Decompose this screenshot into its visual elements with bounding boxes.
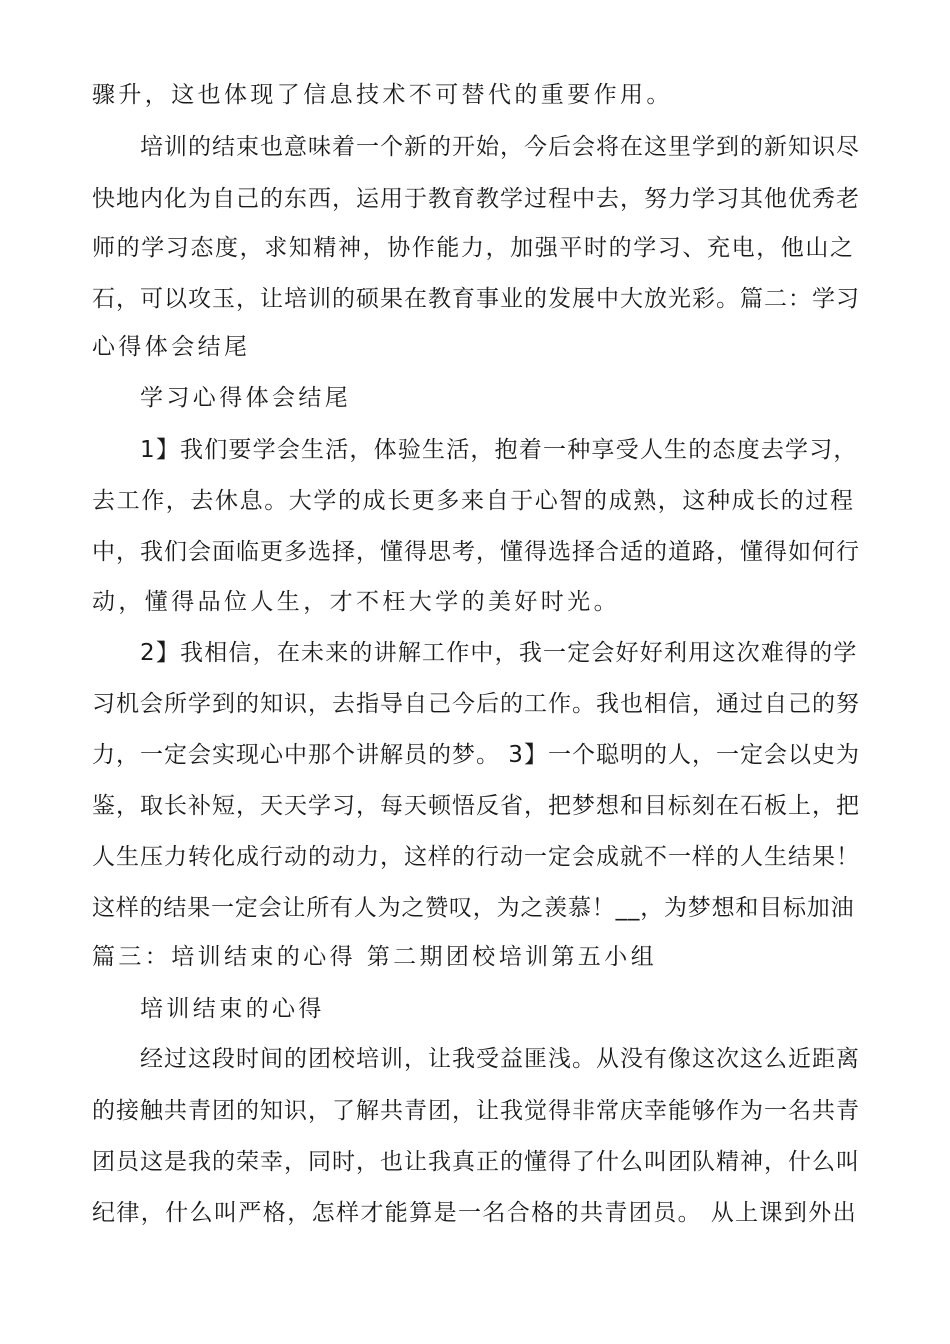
- text-line: 的接触共青团的知识，了解共青团，让我觉得非常庆幸能够作为一名共青: [92, 1098, 860, 1124]
- text-line: 培训的结束也意味着一个新的开始，今后会将在这里学到的新知识尽: [140, 134, 860, 160]
- section-heading: 培训结束的心得: [140, 996, 325, 1022]
- text-line: 石，可以攻玉，让培训的硕果在教育事业的发展中大放光彩。篇二：学习: [92, 286, 860, 312]
- section-heading: 学习心得体会结尾: [140, 385, 352, 411]
- text-line: 中，我们会面临更多选择，懂得思考，懂得选择合适的道路，懂得如何行: [92, 539, 860, 565]
- text-line: 鉴，取长补短，天天学习，每天顿悟反省，把梦想和目标刻在石板上，把: [92, 793, 860, 819]
- text-line: 力，一定会实现心中那个讲解员的梦。 3】一个聪明的人，一定会以史为: [92, 742, 860, 768]
- text-line: 经过这段时间的团校培训，让我受益匪浅。从没有像这次这么近距离: [140, 1046, 860, 1072]
- text-line: 习机会所学到的知识，去指导自己今后的工作。我也相信，通过自己的努: [92, 691, 860, 717]
- text-line: 1】我们要学会生活，体验生活，抱着一种享受人生的态度去学习，: [140, 437, 858, 463]
- text-line: 心得体会结尾: [92, 334, 251, 360]
- text-line: 2】我相信，在未来的讲解工作中，我一定会好好利用这次难得的学: [140, 640, 858, 666]
- text-line: 去工作，去休息。大学的成长更多来自于心智的成熟，这种成长的过程: [92, 488, 855, 514]
- text-line: 动，懂得品位人生，才不枉大学的美好时光。: [92, 589, 620, 615]
- text-line: 师的学习态度，求知精神，协作能力，加强平时的学习、充电，他山之: [92, 235, 855, 261]
- text-line: 快地内化为自己的东西，运用于教育教学过程中去，努力学习其他优秀老: [92, 186, 860, 212]
- text-line: 这样的结果一定会让所有人为之赞叹，为之羡慕！__，为梦想和目标加油: [92, 895, 855, 921]
- text-line: 人生压力转化成行动的动力，这样的行动一定会成就不一样的人生结果！: [92, 844, 860, 870]
- text-line: 纪律，什么叫严格，怎样才能算是一名合格的共青团员。 从上课到外出: [92, 1200, 858, 1226]
- text-line: 骤升，这也体现了信息技术不可替代的重要作用。: [92, 82, 673, 108]
- text-line: 团员这是我的荣幸，同时，也让我真正的懂得了什么叫团队精神，什么叫: [92, 1149, 860, 1175]
- section-heading: 篇三：培训结束的心得 第二期团校培训第五小组: [92, 944, 658, 970]
